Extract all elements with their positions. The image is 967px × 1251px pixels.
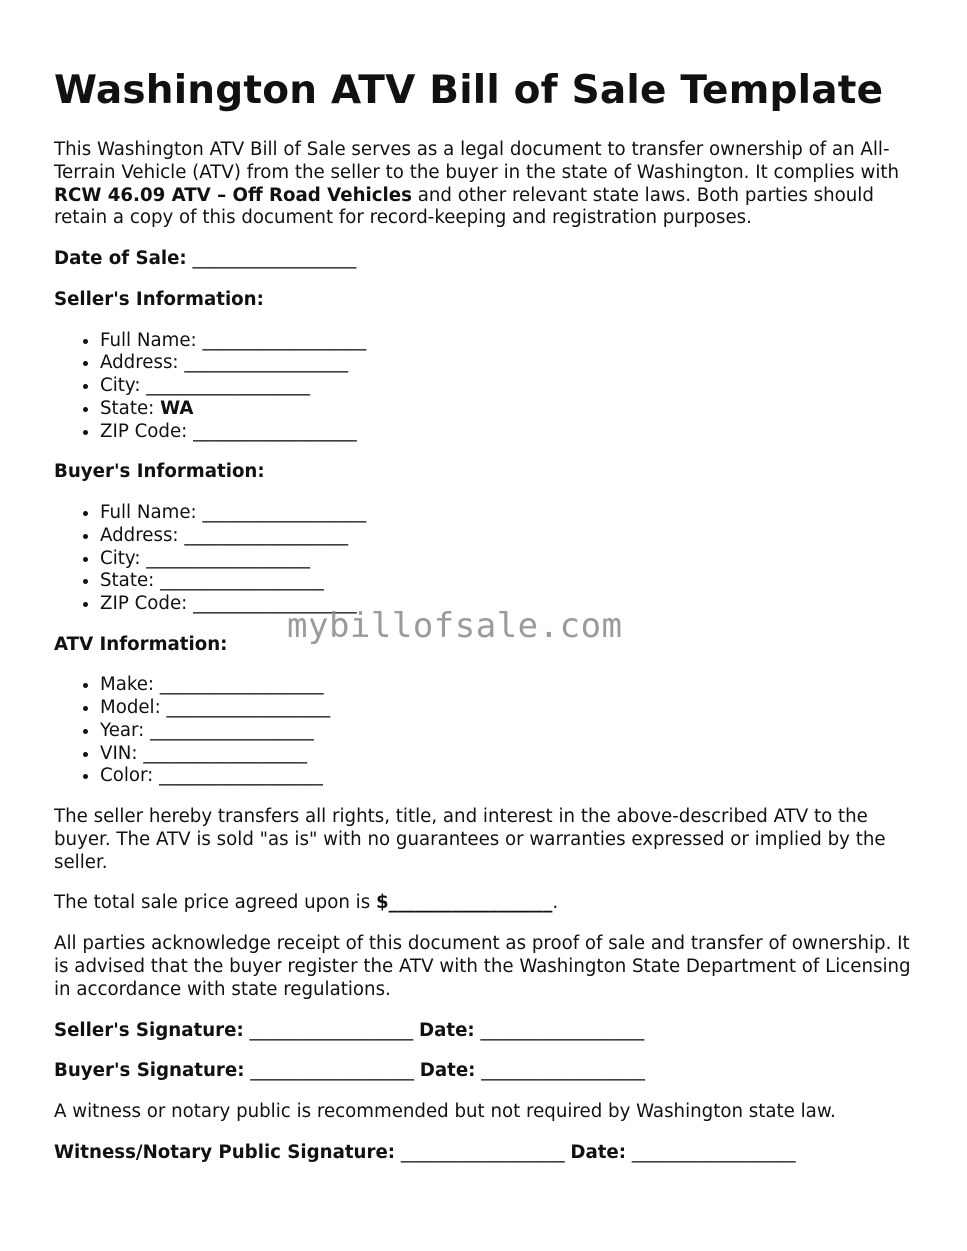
field-blank: __________________ bbox=[202, 329, 367, 351]
list-item bbox=[100, 330, 914, 353]
field-blank: __________________ bbox=[146, 375, 310, 397]
witness-date-label: Date: bbox=[570, 1141, 627, 1163]
buyer-heading: Buyer's Information: bbox=[54, 461, 265, 483]
field-blank: __________________ bbox=[184, 524, 349, 546]
intro-paragraph bbox=[54, 139, 914, 230]
list-item bbox=[100, 525, 914, 548]
seller-list bbox=[54, 330, 914, 444]
witness-signature-blank: __________________ bbox=[400, 1141, 565, 1163]
seller-heading: Seller's Information: bbox=[54, 288, 264, 310]
field-blank: __________________ bbox=[159, 674, 324, 696]
intro-text-end: and other relevant state laws. Both parties should retain a copy of this document for record-keeping and registration purposes. bbox=[54, 184, 874, 229]
witness-date-blank: __________________ bbox=[631, 1141, 796, 1163]
atv-list bbox=[54, 674, 914, 788]
field-label: State: bbox=[100, 570, 155, 592]
buyer-date-label: Date: bbox=[419, 1060, 476, 1082]
intro-law-reference: RCW 46.09 ATV – Off Road Vehicles bbox=[54, 184, 412, 206]
list-item bbox=[100, 720, 914, 743]
field-blank: __________________ bbox=[146, 547, 310, 569]
atv-heading: ATV Information: bbox=[54, 633, 228, 655]
date-of-sale-blank: __________________ bbox=[192, 248, 357, 270]
field-label: Color: bbox=[100, 765, 154, 787]
witness-signature-line bbox=[54, 1142, 914, 1165]
list-item bbox=[100, 502, 914, 525]
sale-price-blank: $__________________ bbox=[375, 892, 553, 914]
field-label: Address: bbox=[100, 352, 179, 374]
field-blank: __________________ bbox=[150, 719, 314, 741]
field-label: ZIP Code: bbox=[100, 592, 188, 614]
sale-price-period: . bbox=[552, 892, 559, 914]
date-of-sale-line bbox=[54, 248, 914, 271]
list-item bbox=[100, 352, 914, 375]
field-label: City: bbox=[100, 547, 141, 569]
list-item bbox=[100, 743, 914, 766]
field-blank: __________________ bbox=[202, 502, 367, 524]
list-item bbox=[100, 570, 914, 593]
field-label: State: bbox=[100, 397, 155, 419]
field-blank: __________________ bbox=[160, 570, 324, 592]
sale-price-text: The total sale price agreed upon is bbox=[54, 892, 376, 914]
field-label: Full Name: bbox=[100, 502, 197, 524]
field-value: WA bbox=[160, 397, 194, 419]
field-label: Year: bbox=[100, 719, 145, 741]
seller-signature-line bbox=[54, 1020, 914, 1043]
witness-signature-label: Witness/Notary Public Signature: bbox=[54, 1141, 396, 1163]
seller-date-blank: __________________ bbox=[480, 1019, 645, 1041]
list-item bbox=[100, 674, 914, 697]
list-item bbox=[100, 765, 914, 788]
buyer-signature-blank: __________________ bbox=[250, 1060, 414, 1082]
watermark: mybillofsale.com bbox=[287, 606, 623, 646]
field-blank: __________________ bbox=[166, 697, 331, 719]
field-label: VIN: bbox=[100, 742, 138, 764]
list-item bbox=[100, 398, 914, 421]
field-blank: __________________ bbox=[143, 742, 308, 764]
date-of-sale-label: Date of Sale: bbox=[54, 248, 187, 270]
field-label: Address: bbox=[100, 524, 179, 546]
intro-text-start: This Washington ATV Bill of Sale serves as a legal document to transfer ownership of an All-Terrain Vehicle (ATV) from the seller to the buyer in the state of Washington. It complies with bbox=[54, 139, 900, 183]
field-blank: __________________ bbox=[159, 765, 323, 787]
list-item bbox=[100, 375, 914, 398]
witness-note: A witness or notary public is recommended but not required by Washington state law. bbox=[54, 1101, 836, 1123]
sale-price-line bbox=[54, 892, 914, 915]
seller-date-label: Date: bbox=[419, 1019, 475, 1041]
seller-signature-label: Seller's Signature: bbox=[54, 1019, 244, 1041]
field-label: Model: bbox=[100, 697, 161, 719]
seller-signature-blank: __________________ bbox=[249, 1019, 414, 1041]
buyer-date-blank: __________________ bbox=[481, 1060, 645, 1082]
buyer-list bbox=[54, 502, 914, 616]
field-label: Full Name: bbox=[100, 329, 197, 351]
page-title: Washington ATV Bill of Sale Template bbox=[54, 68, 884, 113]
transfer-paragraph: The seller hereby transfers all rights, title, and interest in the above-described ATV to the buyer. The ATV is sold "as is" with no guarantees or warranties expressed or implied by the seller. bbox=[54, 805, 886, 873]
list-item bbox=[100, 697, 914, 720]
buyer-signature-line bbox=[54, 1060, 914, 1083]
list-item bbox=[100, 548, 914, 571]
field-blank: __________________ bbox=[193, 420, 357, 442]
buyer-signature-label: Buyer's Signature: bbox=[54, 1060, 245, 1082]
field-blank: __________________ bbox=[184, 352, 349, 374]
field-label: City: bbox=[100, 375, 141, 397]
acknowledgement-paragraph: All parties acknowledge receipt of this document as proof of sale and transfer of ownership. It is advised that the buyer register the ATV with the Washington State Department of Licensing in accordance with state regulations. bbox=[54, 933, 911, 1000]
field-label: Make: bbox=[100, 674, 155, 696]
field-label: ZIP Code: bbox=[100, 420, 188, 442]
field-blank: __________________ bbox=[193, 592, 357, 614]
list-item bbox=[100, 421, 914, 444]
